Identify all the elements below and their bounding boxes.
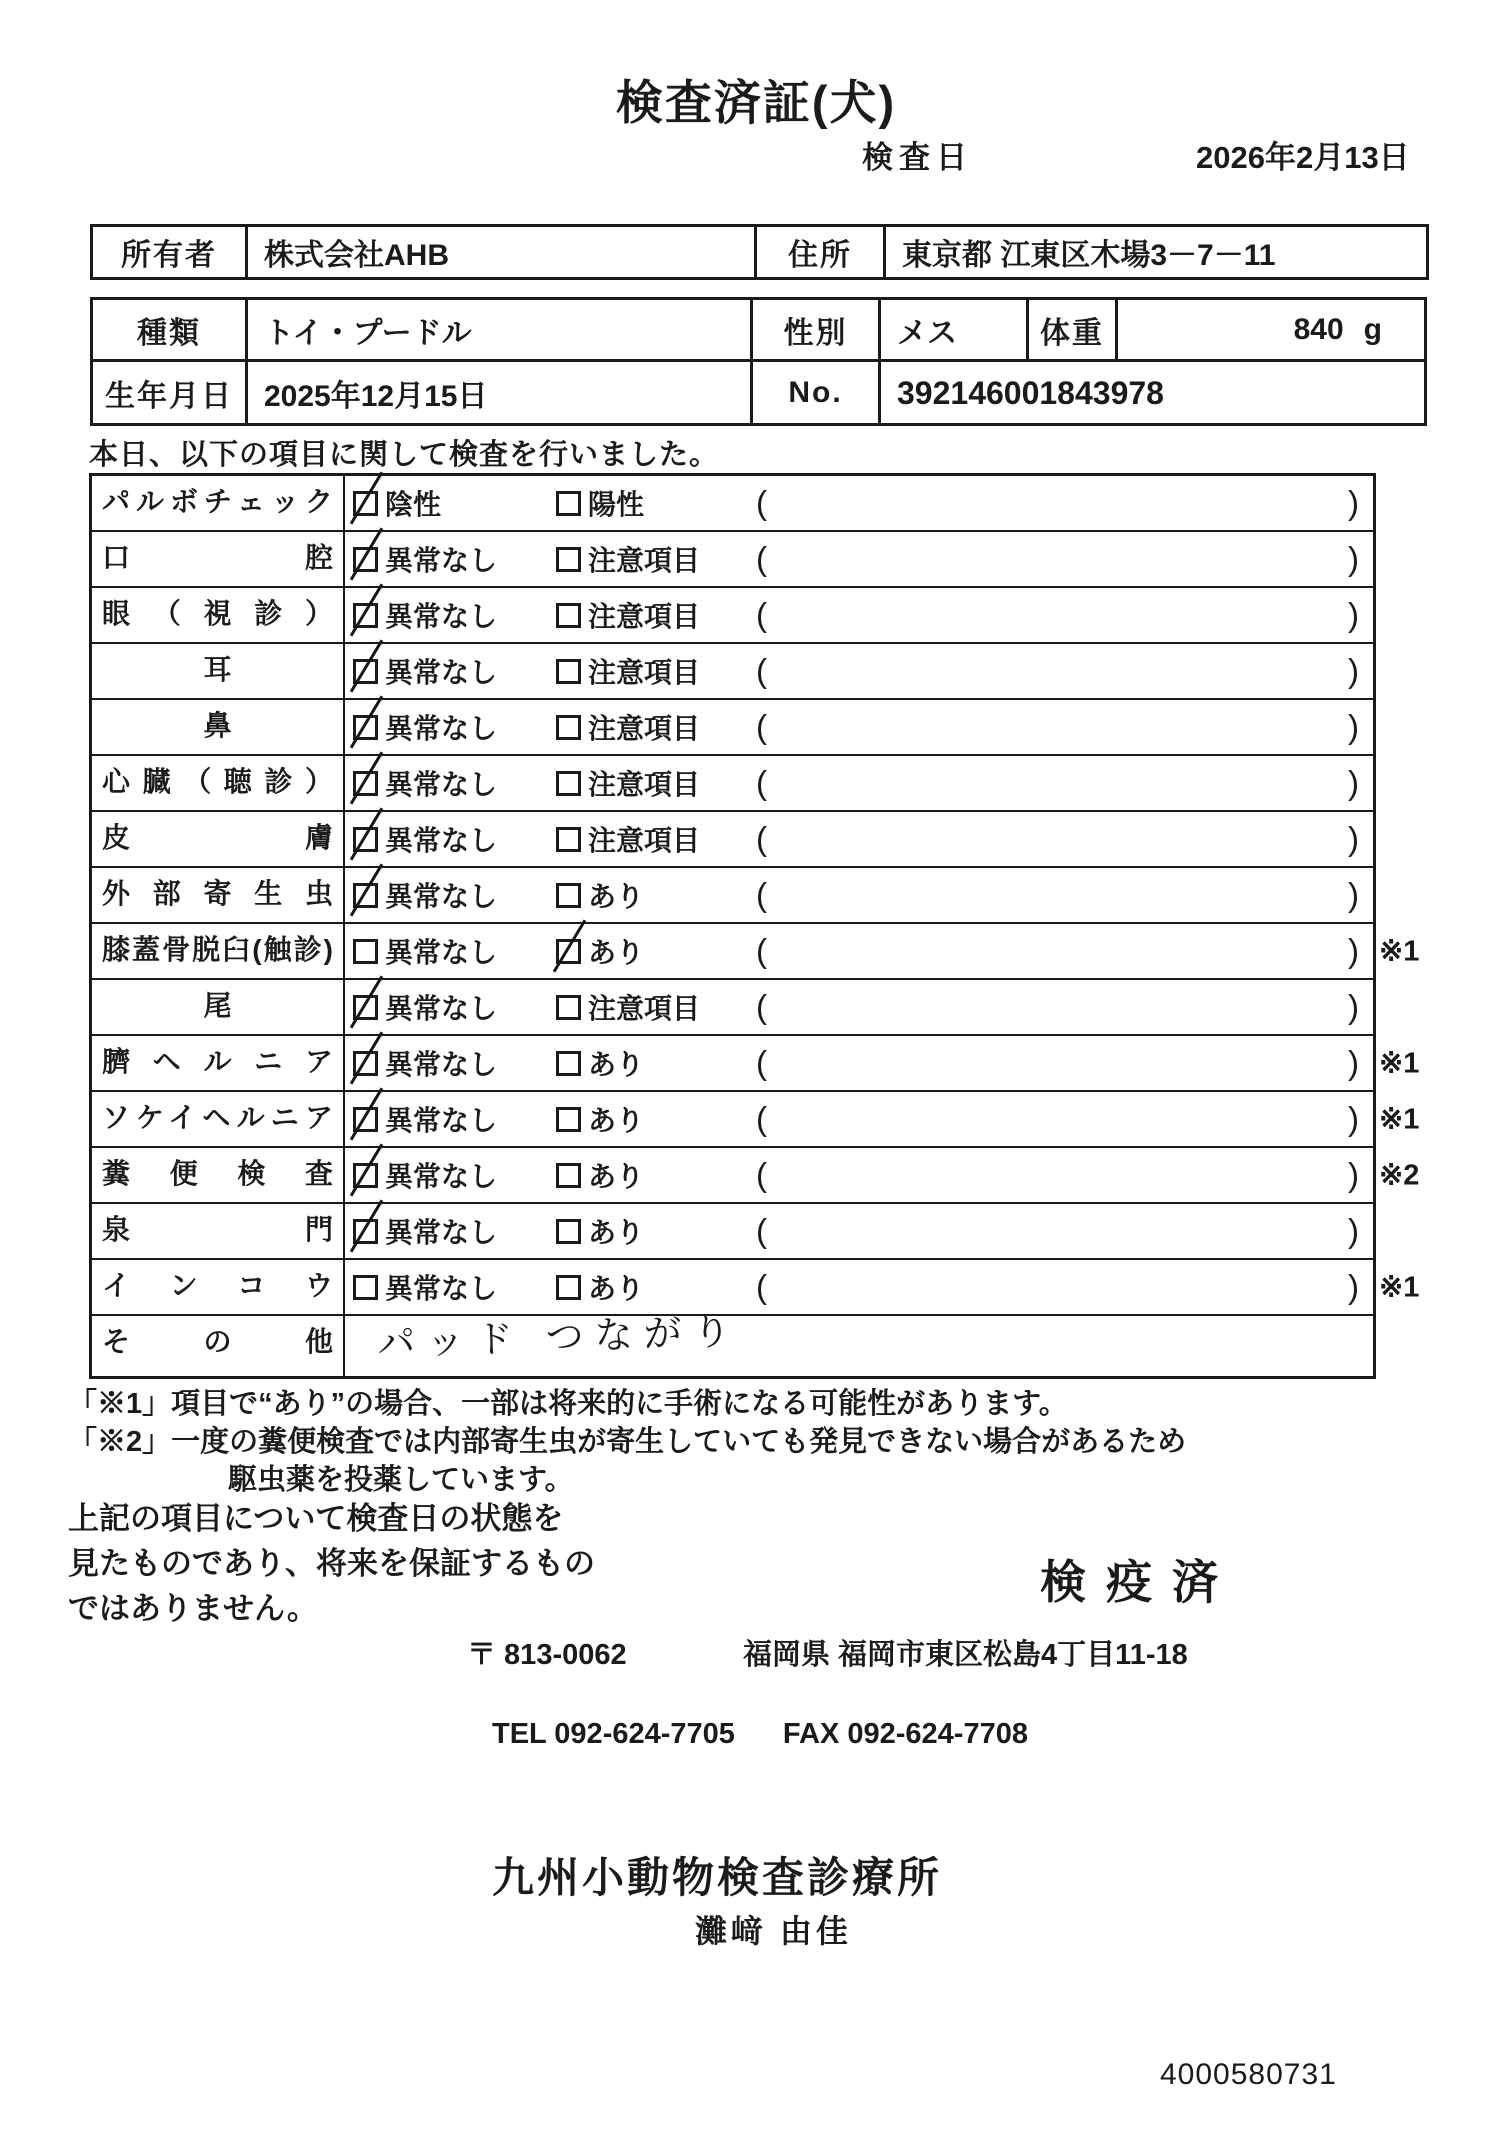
open-paren: (: [756, 764, 767, 801]
check-mark: [350, 583, 383, 636]
open-paren: (: [756, 876, 767, 913]
serial-number: 4000580731: [1160, 2058, 1337, 2091]
option2-label: 注意項目: [588, 601, 701, 632]
option-1: [353, 1099, 497, 1139]
address-value: 東京都 江東区木場3－7－11: [902, 239, 1276, 272]
clinic-name: 九州小動物検査診療所: [492, 1854, 943, 1901]
clinic-postal: 〒 813-0062: [467, 1639, 627, 1671]
option-2: [556, 595, 700, 635]
option2-label: 注意項目: [588, 993, 701, 1024]
close-paren: ): [1348, 1044, 1359, 1081]
open-paren: (: [756, 1100, 767, 1137]
pet-table: [90, 297, 1427, 426]
checklist-row: [92, 924, 1420, 980]
close-paren: ): [1348, 820, 1359, 857]
owner-value: 株式会社AHB: [248, 227, 757, 277]
checklist-row: [92, 476, 1373, 532]
checkbox-option2[interactable]: [556, 771, 581, 796]
option-1: [353, 707, 497, 747]
option-2: [556, 931, 644, 971]
option1-label: 異常なし: [385, 881, 498, 912]
checkbox-option1[interactable]: [353, 547, 378, 572]
open-paren: (: [756, 1212, 767, 1249]
option1-label: 異常なし: [385, 993, 498, 1024]
open-paren: (: [756, 1268, 767, 1305]
option2-label: 注意項目: [588, 769, 701, 800]
checkbox-option2[interactable]: [556, 1163, 581, 1188]
weight-value: 840: [1293, 312, 1344, 346]
exam-item-label: その他: [92, 1316, 345, 1376]
check-mark: [350, 807, 383, 860]
check-mark: [350, 751, 383, 804]
option-1: [353, 1267, 497, 1307]
clinic-address: 福岡県 福岡市東区松島4丁目11-18: [743, 1639, 1188, 1671]
open-paren: (: [756, 1044, 767, 1081]
option-1: [353, 931, 497, 971]
checklist-row: [92, 1310, 1373, 1376]
address-label: 住所: [757, 227, 886, 277]
option1-label: 異常なし: [385, 1105, 498, 1136]
checklist-row: [92, 812, 1373, 868]
checkbox-option1[interactable]: [353, 827, 378, 852]
checkbox-option2[interactable]: [556, 659, 581, 684]
owner-row: [93, 227, 1426, 277]
checklist-table: [89, 473, 1420, 1379]
open-paren: (: [756, 484, 767, 521]
option2-label: あり: [588, 1105, 645, 1136]
option-2: [556, 819, 700, 859]
option-1: [353, 483, 441, 523]
checkbox-option1[interactable]: [353, 1219, 378, 1244]
option-1: [353, 763, 497, 803]
quarantine-stamp: 検疫済: [1040, 1556, 1238, 1608]
open-paren: (: [756, 932, 767, 969]
exam-item-label: 耳: [92, 644, 345, 698]
checkbox-option2[interactable]: [556, 827, 581, 852]
birth-value: 2025年12月15日: [248, 362, 753, 424]
check-mark: [350, 639, 383, 692]
option-1: [353, 987, 497, 1027]
close-paren: ): [1348, 1100, 1359, 1137]
close-paren: ): [1348, 1268, 1359, 1305]
close-paren: ): [1348, 708, 1359, 745]
option-1: [353, 819, 497, 859]
exam-item-label: 心臓（聴診）: [92, 756, 345, 810]
option-2: [556, 1043, 644, 1083]
checkbox-option1[interactable]: [353, 995, 378, 1020]
check-mark: [350, 1199, 383, 1252]
option2-label: あり: [588, 1049, 645, 1080]
exam-result-cell: [345, 644, 1373, 698]
checklist-row: [92, 644, 1373, 700]
check-mark: [350, 863, 383, 916]
no-label: No.: [753, 362, 881, 424]
checkbox-option1[interactable]: [353, 603, 378, 628]
checkbox-option2[interactable]: [556, 995, 581, 1020]
checkbox-option1[interactable]: [353, 1275, 378, 1300]
close-paren: ): [1348, 596, 1359, 633]
intro-text: 本日、以下の項目に関して検査を行いました。: [89, 439, 720, 471]
option-2: [556, 875, 644, 915]
checkbox-option2[interactable]: [556, 939, 581, 964]
close-paren: ): [1348, 932, 1359, 969]
option-1: [353, 875, 497, 915]
checklist-row: [92, 756, 1373, 812]
checkbox-option1[interactable]: [353, 659, 378, 684]
option1-label: 異常なし: [385, 1161, 498, 1192]
checklist-row: [92, 1036, 1420, 1092]
option1-label: 異常なし: [385, 825, 498, 856]
checklist-row: [92, 532, 1373, 588]
option2-label: あり: [588, 1161, 645, 1192]
footnote-marker: ※1: [1379, 935, 1420, 968]
check-mark: [350, 1031, 383, 1084]
checklist-row: [92, 980, 1373, 1036]
option2-label: あり: [588, 937, 645, 968]
checklist-row: [92, 588, 1373, 644]
exam-item-label: ソケイヘルニア: [92, 1092, 345, 1146]
option-1: [353, 1211, 497, 1251]
option1-label: 異常なし: [385, 1217, 498, 1248]
option-2: [556, 1211, 644, 1251]
exam-result-cell: [345, 924, 1373, 978]
exam-result-cell: [345, 1204, 1373, 1258]
inspection-date-label: 検査日: [862, 140, 973, 175]
option-2: [556, 763, 700, 803]
option2-label: 注意項目: [588, 825, 701, 856]
clinic-telfax: [492, 1718, 1028, 1751]
exam-item-label: 眼（視診）: [92, 588, 345, 642]
option1-label: 異常なし: [385, 601, 498, 632]
option2-label: 注意項目: [588, 713, 701, 744]
option-2: [556, 539, 700, 579]
owner-table: [90, 224, 1429, 280]
close-paren: ): [1348, 876, 1359, 913]
exam-result-cell: [345, 532, 1373, 586]
footnote-marker: ※2: [1379, 1159, 1420, 1192]
inspection-date-value: 2026年2月13日: [1196, 140, 1410, 175]
exam-item-label: 皮膚: [92, 812, 345, 866]
open-paren: (: [756, 1156, 767, 1193]
footnote-1: 「※1」項目で“あり”の場合、一部は将来的に手術になる可能性があります。: [68, 1388, 1068, 1420]
check-mark: [350, 975, 383, 1028]
exam-result-cell: [345, 588, 1373, 642]
open-paren: (: [756, 596, 767, 633]
option-1: [353, 539, 497, 579]
check-mark: [350, 527, 383, 580]
option2-label: あり: [588, 1273, 645, 1304]
checklist-row: [92, 868, 1373, 924]
check-mark: [350, 695, 383, 748]
close-paren: ): [1348, 988, 1359, 1025]
option-1: [353, 651, 497, 691]
no-value: 392146001843978: [897, 374, 1164, 411]
check-mark: [553, 919, 586, 972]
exam-result-cell: [345, 1092, 1373, 1146]
option-1: [353, 595, 497, 635]
weight-cell: [1118, 300, 1424, 359]
checkbox-option2[interactable]: [556, 1107, 581, 1132]
exam-result-cell: [345, 700, 1373, 754]
option2-label: あり: [588, 881, 645, 912]
exam-item-label: 糞便検査: [92, 1148, 345, 1202]
option2-label: あり: [588, 1217, 645, 1248]
clinic-tel: TEL 092-624-7705: [492, 1718, 735, 1750]
exam-item-label: 外部寄生虫: [92, 868, 345, 922]
exam-item-label: 鼻: [92, 700, 345, 754]
close-paren: ): [1348, 1212, 1359, 1249]
exam-result-cell: [345, 476, 1373, 530]
disclaimer-line-1: 上記の項目について検査日の状態を: [68, 1501, 564, 1536]
open-paren: (: [756, 988, 767, 1025]
option1-label: 異常なし: [385, 545, 498, 576]
breed-value: トイ・プードル: [248, 300, 753, 359]
option1-label: 異常なし: [385, 1273, 498, 1304]
exam-result-cell: [345, 868, 1373, 922]
exam-item-label: 口腔: [92, 532, 345, 586]
close-paren: ): [1348, 540, 1359, 577]
exam-item-label: 尾: [92, 980, 345, 1034]
option1-label: 異常なし: [385, 1049, 498, 1080]
checklist-row: [92, 1204, 1373, 1260]
exam-item-label: パルボチェック: [92, 476, 345, 530]
pet-row-1: [93, 300, 1424, 362]
option1-label: 異常なし: [385, 657, 498, 688]
exam-result-cell: [345, 980, 1373, 1034]
open-paren: (: [756, 708, 767, 745]
checkbox-option2[interactable]: [556, 1051, 581, 1076]
exam-item-label: 臍ヘルニア: [92, 1036, 345, 1090]
check-mark: [350, 1143, 383, 1196]
open-paren: (: [756, 820, 767, 857]
checklist-row: [92, 1148, 1420, 1204]
option-2: [556, 1155, 644, 1195]
option-1: [353, 1155, 497, 1195]
footnote-marker: ※1: [1379, 1103, 1420, 1136]
checkbox-option2[interactable]: [556, 1219, 581, 1244]
sex-label: 性別: [753, 300, 881, 359]
checkbox-option1[interactable]: [353, 939, 378, 964]
exam-result-cell: [345, 1036, 1373, 1090]
option-2: [556, 987, 700, 1027]
disclaimer-text: [68, 1496, 595, 1631]
checkbox-option2[interactable]: [556, 883, 581, 908]
exam-result-cell: [345, 1260, 1373, 1314]
option-2: [556, 707, 700, 747]
exam-item-label: インコウ: [92, 1260, 345, 1314]
check-mark: [350, 1087, 383, 1140]
option1-label: 異常なし: [385, 937, 498, 968]
close-paren: ): [1348, 764, 1359, 801]
checkbox-option1[interactable]: [353, 771, 378, 796]
pet-row-2: [93, 362, 1424, 424]
check-mark: [350, 471, 383, 524]
option1-label: 異常なし: [385, 769, 498, 800]
footnote-marker: ※1: [1379, 1271, 1420, 1304]
option-1: [353, 1043, 497, 1083]
option-2: [556, 1099, 644, 1139]
close-paren: ): [1348, 652, 1359, 689]
option1-label: 異常なし: [385, 713, 498, 744]
handwritten-note: パッド つながり: [376, 1310, 743, 1366]
veterinarian-name: 灘﨑 由佳: [695, 1913, 852, 1949]
disclaimer-line-3: ではありません。: [68, 1591, 318, 1626]
footnote-marker: ※1: [1379, 1047, 1420, 1080]
weight-label: 体重: [1029, 300, 1118, 359]
exam-result-cell: [345, 1310, 1373, 1376]
option1-label: 陰性: [385, 489, 442, 520]
exam-result-cell: [345, 1148, 1373, 1202]
checkbox-option1[interactable]: [353, 1163, 378, 1188]
close-paren: ): [1348, 484, 1359, 521]
checklist-row: [92, 1092, 1420, 1148]
footnote-2: 「※2」一度の糞便検査では内部寄生虫が寄生していても発見できない場合があるため: [68, 1426, 1187, 1458]
exam-result-cell: [345, 756, 1373, 810]
birth-label: 生年月日: [93, 362, 248, 424]
option-2: [556, 483, 644, 523]
checkbox-option2[interactable]: [556, 491, 581, 516]
sex-value: メス: [881, 300, 1029, 359]
exam-item-label: 泉門: [92, 1204, 345, 1258]
weight-unit: g: [1363, 312, 1382, 346]
clinic-fax: FAX 092-624-7708: [782, 1718, 1028, 1750]
breed-label: 種類: [93, 300, 248, 359]
checkbox-option1[interactable]: [353, 1051, 378, 1076]
checkbox-option2[interactable]: [556, 547, 581, 572]
checkbox-option2[interactable]: [556, 715, 581, 740]
checkbox-option1[interactable]: [353, 715, 378, 740]
page-title: 検査済証(犬): [615, 76, 897, 129]
exam-result-cell: [345, 812, 1373, 866]
owner-label: 所有者: [93, 227, 248, 277]
open-paren: (: [756, 652, 767, 689]
checkbox-option1[interactable]: [353, 491, 378, 516]
option2-label: 陽性: [588, 489, 645, 520]
option2-label: 注意項目: [588, 657, 701, 688]
checkbox-option1[interactable]: [353, 1107, 378, 1132]
option-2: [556, 651, 700, 691]
option-2: [556, 1267, 644, 1307]
disclaimer-line-2: 見たものであり、将来を保証するもの: [68, 1546, 595, 1581]
exam-item-label: 膝蓋骨脱臼(触診): [92, 924, 345, 978]
footnote-2-cont: 駆虫薬を投薬しています。: [228, 1464, 574, 1496]
option2-label: 注意項目: [588, 545, 701, 576]
open-paren: (: [756, 540, 767, 577]
checkbox-option2[interactable]: [556, 603, 581, 628]
checkbox-option2[interactable]: [556, 1275, 581, 1300]
checklist-row: [92, 700, 1373, 756]
checkbox-option1[interactable]: [353, 883, 378, 908]
close-paren: ): [1348, 1156, 1359, 1193]
